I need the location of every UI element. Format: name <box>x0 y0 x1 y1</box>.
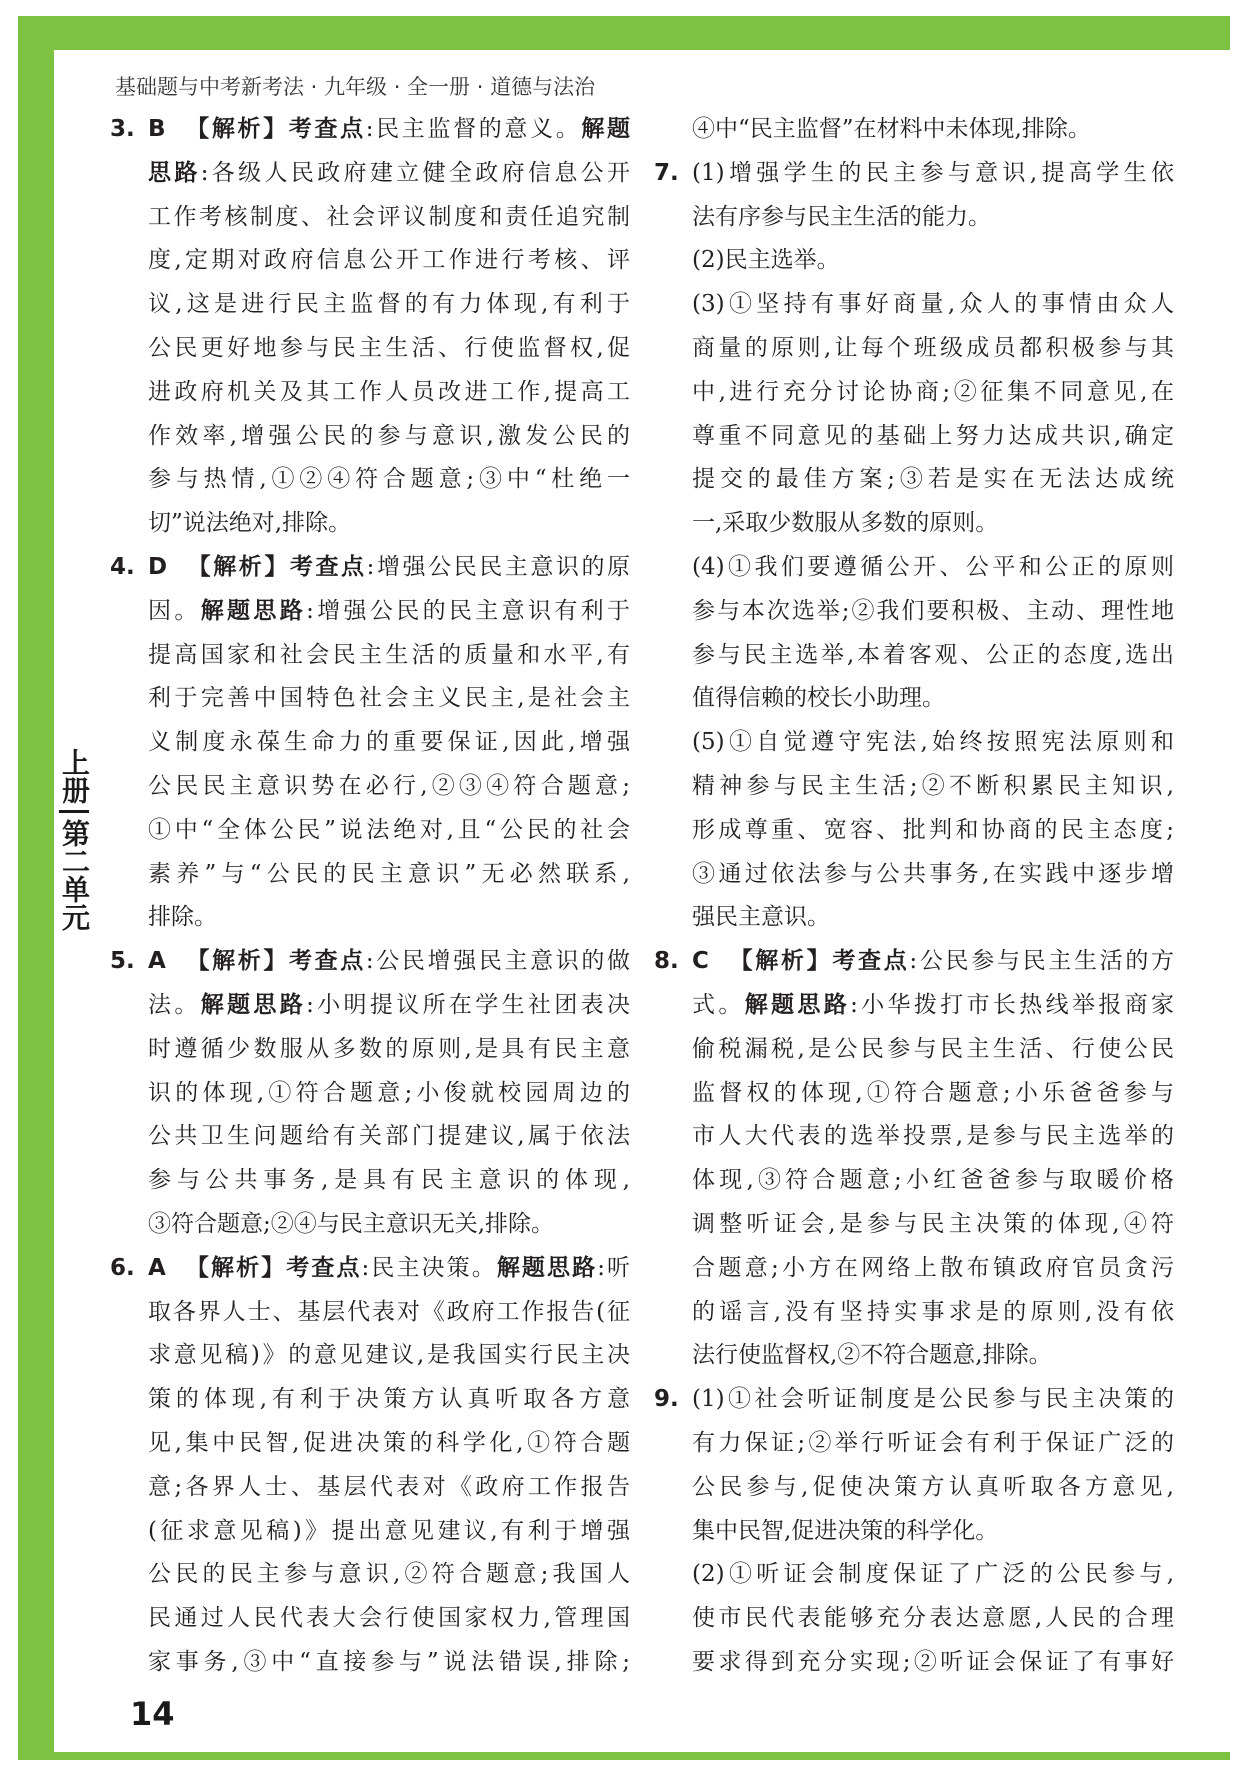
text-line: 参与本次选举;②我们要积极、主动、理性地 <box>692 597 1174 624</box>
bottom-green-band <box>18 1752 1230 1760</box>
answer-item-3 <box>110 108 630 546</box>
text-line: 参与公共事务,是具有民主意识的体现, <box>148 1167 630 1194</box>
text-line: (4)①我们要遵循公开、公平和公正的原则 <box>692 553 1174 580</box>
text-line: 调整听证会,是参与民主决策的体现,④符 <box>692 1210 1174 1237</box>
text-line: (征求意见稿)》提出意见建议,有利于增强 <box>148 1517 630 1544</box>
text-run: :民主决策。 <box>361 1254 497 1281</box>
text-line: (2)①听证会制度保证了广泛的公民参与, <box>692 1561 1174 1588</box>
text-line: 值得信赖的校长小助理。 <box>692 685 945 712</box>
text-line: (1)增强学生的民主参与意识,提高学生依 <box>692 159 1174 186</box>
text-run: :各级人民政府建立健全政府信息公开 <box>200 159 631 186</box>
text-line: 公共卫生问题给有关部门提建议,属于依法 <box>148 1123 630 1150</box>
side-tab-divider <box>59 810 89 813</box>
question-number: 7. <box>654 159 679 186</box>
text-line: 进政府机关及其工作人员改进工作,提高工 <box>148 378 630 405</box>
text-line: 识的体现,①符合题意;小俊就校园周边的 <box>148 1079 630 1106</box>
text-line: 提交的最佳方案;③若是实在无法达成统 <box>692 466 1174 493</box>
text-run: 法。 <box>148 991 201 1018</box>
question-number: 5. <box>110 948 135 975</box>
question-number: 3. <box>110 116 135 142</box>
side-tab <box>56 748 92 931</box>
kaochadian-label: 考查点 <box>289 553 367 580</box>
text-line: 家事务,③中“直接参与”说法错误,排除; <box>148 1648 630 1675</box>
answer-letter: D <box>148 553 168 580</box>
text-line: 切”说法绝对,排除。 <box>148 510 352 537</box>
kaochadian-label: 考查点 <box>286 1254 362 1281</box>
text-line: 集中民智,促进决策的科学化。 <box>692 1517 999 1544</box>
text-line: 作效率,增强公民的参与意识,激发公民的 <box>148 422 630 449</box>
text-line: ③符合题意;②④与民主意识无关,排除。 <box>148 1210 555 1237</box>
text-line: 公民更好地参与民主生活、行使监督权,促 <box>148 334 630 361</box>
jiexi-label: 【解析】 <box>185 553 290 580</box>
text-line: 求意见稿)》的意见建议,是我国实行民主决 <box>148 1342 630 1369</box>
question-number: 6. <box>110 1254 135 1281</box>
text-line: 意;各界人士、基层代表对《政府工作报告 <box>148 1473 630 1500</box>
answer-item-9 <box>654 1378 1174 1685</box>
jiexi-label: 【解析】 <box>726 948 833 975</box>
text-line: 公民的民主参与意识,②符合题意;我国人 <box>148 1561 630 1588</box>
text-line: 商量的原则,让每个班级成员都积极参与其 <box>692 334 1174 361</box>
kaochadian-label: 考查点 <box>289 948 366 975</box>
text-run: :小明提议所在学生社团表决 <box>306 991 631 1018</box>
text-line: 使市民代表能够充分表达意愿,人民的合理 <box>692 1605 1174 1632</box>
text-line: 见,集中民智,促进决策的科学化,①符合题 <box>148 1429 630 1456</box>
text-line: 议,这是进行民主监督的有力体现,有利于 <box>148 291 630 318</box>
text-line: 一,采取少数服从多数的原则。 <box>692 510 999 537</box>
running-header: 基础题与中考新考法 · 九年级 · 全一册 · 道德与法治 <box>115 75 596 99</box>
jiexi-label: 【解析】 <box>183 1254 287 1281</box>
text-line: 参与热情,①②④符合题意;③中“杜绝一 <box>148 466 630 493</box>
answer-item-6-continued <box>654 108 1174 152</box>
text-line: 偷税漏税,是公民参与民主生活、行使公民 <box>692 1035 1174 1062</box>
text-line: 度,定期对政府信息公开工作进行考核、评 <box>148 247 630 274</box>
jietisilu-label: 解题思路 <box>200 597 307 624</box>
text-line: 的谣言,没有坚持实事求是的原则,没有依 <box>692 1298 1174 1325</box>
side-tab-volume: 上册 <box>58 748 91 804</box>
jietisilu-label: 解题思路 <box>496 1254 598 1281</box>
jietisilu-label: 解题思路 <box>744 991 851 1018</box>
text-line: 公民民主意识势在必行,②③④符合题意; <box>148 772 630 799</box>
answer-item-6 <box>110 1247 630 1685</box>
text-line: ④中“民主监督”在材料中未体现,排除。 <box>692 116 1091 142</box>
text-line: (2)民主选举。 <box>692 247 840 274</box>
text-line: 提高国家和社会民主生活的质量和水平,有 <box>148 641 630 668</box>
text-run: :听 <box>597 1254 631 1281</box>
text-line: 精神参与民主生活;②不断积累民主知识, <box>692 772 1174 799</box>
left-column <box>110 108 630 1685</box>
right-column <box>654 108 1174 1685</box>
kaochadian-label: 考查点 <box>832 948 910 975</box>
text-run: :增强公民的民主意识有利于 <box>306 597 631 624</box>
text-line: (5)①自觉遵守宪法,始终按照宪法原则和 <box>692 729 1174 756</box>
left-green-band <box>18 16 54 1760</box>
text-line: 法行使监督权,②不符合题意,排除。 <box>692 1342 1052 1369</box>
text-line: 工作考核制度、社会评议制度和责任追究制 <box>148 203 630 230</box>
page-number: 14 <box>130 1695 175 1733</box>
answer-letter: A <box>148 1254 166 1281</box>
text-line: 素养”与“公民的民主意识”无必然联系, <box>148 860 630 887</box>
text-run: :公民增强民主意识的做 <box>365 948 631 975</box>
text-line: 时遵循少数服从多数的原则,是具有民主意 <box>148 1035 630 1062</box>
text-line: 形成尊重、宽容、批判和协商的民主态度; <box>692 816 1174 843</box>
answer-item-7 <box>654 152 1174 940</box>
answer-item-8 <box>654 940 1174 1378</box>
text-line: 取各界人士、基层代表对《政府工作报告(征 <box>148 1298 630 1325</box>
jiexi-label: 【解析】 <box>183 948 289 975</box>
text-line: 尊重不同意见的基础上努力达成共识,确定 <box>692 422 1174 449</box>
answer-letter: A <box>148 948 166 975</box>
text-run: :增强公民民主意识的原 <box>366 553 631 580</box>
text-line: 中,进行充分讨论协商;②征集不同意见,在 <box>692 378 1174 405</box>
text-line: 排除。 <box>148 904 217 931</box>
answer-item-4 <box>110 546 630 940</box>
text-line: ①中“全体公民”说法绝对,且“公民的社会 <box>148 816 630 843</box>
kaochadian-label: 考查点 <box>288 116 366 142</box>
text-line: 民通过人民代表大会行使国家权力,管理国 <box>148 1605 630 1632</box>
text-line: (1)①社会听证制度是公民参与民主决策的 <box>692 1386 1174 1413</box>
text-line: 要求得到充分实现;②听证会保证了有事好 <box>692 1648 1174 1675</box>
question-number: 9. <box>654 1386 679 1413</box>
jietisilu-label: 解题思路 <box>200 991 307 1018</box>
answer-letter: B <box>148 116 166 142</box>
text-line: 参与民主选举,本着客观、公正的态度,选出 <box>692 641 1174 668</box>
silu-label: 思路 <box>148 159 201 186</box>
text-line: 有力保证;②举行听证会有利于保证广泛的 <box>692 1429 1174 1456</box>
text-line: 公民参与,促使决策方认真听取各方意见, <box>692 1473 1174 1500</box>
text-line: 市人大代表的选举投票,是参与民主选举的 <box>692 1123 1174 1150</box>
text-line: (3)①坚持有事好商量,众人的事情由众人 <box>692 291 1174 318</box>
text-line: 利于完善中国特色社会主义民主,是社会主 <box>148 685 630 712</box>
question-number: 4. <box>110 553 135 580</box>
text-line: 合题意;小方在网络上散布镇政府官员贪污 <box>692 1254 1174 1281</box>
text-run: 因。 <box>148 597 201 624</box>
question-number: 8. <box>654 948 679 975</box>
text-line: 义制度永葆生命力的重要保证,因此,增强 <box>148 729 630 756</box>
top-green-band <box>18 16 1230 50</box>
text-line: 法有序参与民主生活的能力。 <box>692 203 991 230</box>
text-run: :民主监督的意义。 <box>365 116 582 142</box>
jiexi-label: 【解析】 <box>183 116 289 142</box>
text-run: :小华拨打市长热线举报商家 <box>850 991 1175 1018</box>
answer-letter: C <box>692 948 709 975</box>
text-line: 监督权的体现,①符合题意;小乐爸爸参与 <box>692 1079 1174 1106</box>
text-line: 强民主意识。 <box>692 904 830 931</box>
text-line: ③通过依法参与公共事务,在实践中逐步增 <box>692 860 1174 887</box>
answer-item-5 <box>110 940 630 1247</box>
side-tab-unit: 第二单元 <box>58 819 91 931</box>
text-run: 式。 <box>692 991 745 1018</box>
jieti-label: 解题 <box>581 116 631 142</box>
text-run: :公民参与民主生活的方 <box>909 948 1175 975</box>
text-line: 体现,③符合题意;小红爸爸参与取暖价格 <box>692 1167 1174 1194</box>
text-line: 策的体现,有利于决策方认真听取各方意 <box>148 1386 630 1413</box>
